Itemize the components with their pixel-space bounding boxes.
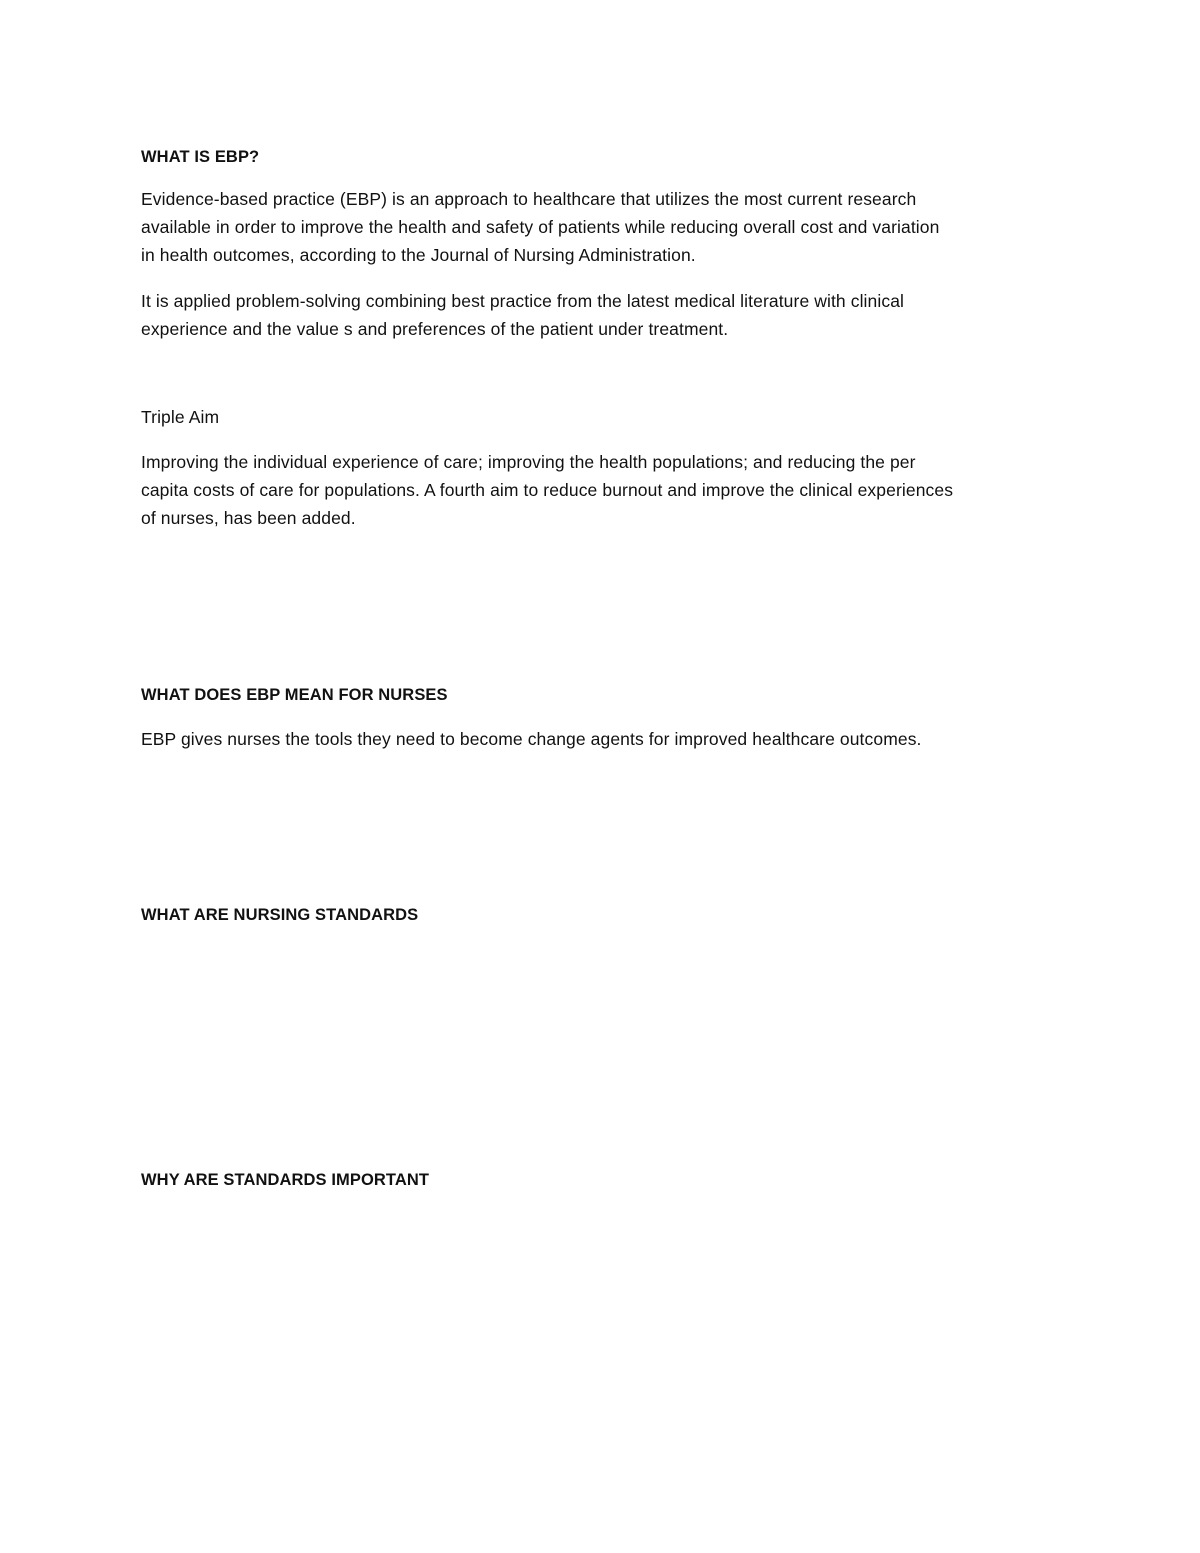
paragraph-triple-aim <box>141 448 1071 532</box>
heading-what-is-ebp: WHAT IS EBP? <box>141 148 260 166</box>
text-line: of nurses, has been added. <box>141 508 356 528</box>
heading-nursing-standards: WHAT ARE NURSING STANDARDS <box>141 906 419 924</box>
heading-ebp-for-nurses: WHAT DOES EBP MEAN FOR NURSES <box>141 686 448 704</box>
text-line: Improving the individual experience of care; improving the health populations; and reducing the per <box>141 452 916 472</box>
subheading-triple-aim: Triple Aim <box>141 407 220 427</box>
paragraph-ebp-definition <box>141 185 1071 269</box>
text-line: It is applied problem-solving combining best practice from the latest medical literature with clinical <box>141 291 905 311</box>
text-line: Evidence-based practice (EBP) is an approach to healthcare that utilizes the most current research <box>141 189 917 209</box>
paragraph-ebp-application <box>141 287 1071 343</box>
paragraph-ebp-for-nurses <box>141 725 1071 753</box>
text-line: capita costs of care for populations. A fourth aim to reduce burnout and improve the clinical experiences <box>141 480 954 500</box>
text-line: in health outcomes, according to the Journal of Nursing Administration. <box>141 245 696 265</box>
text-line: EBP gives nurses the tools they need to become change agents for improved healthcare outcomes. <box>141 729 922 749</box>
text-line: experience and the value s and preferences of the patient under treatment. <box>141 319 729 339</box>
text-line: available in order to improve the health and safety of patients while reducing overall cost and variation <box>141 217 940 237</box>
heading-why-standards-important: WHY ARE STANDARDS IMPORTANT <box>141 1171 430 1189</box>
